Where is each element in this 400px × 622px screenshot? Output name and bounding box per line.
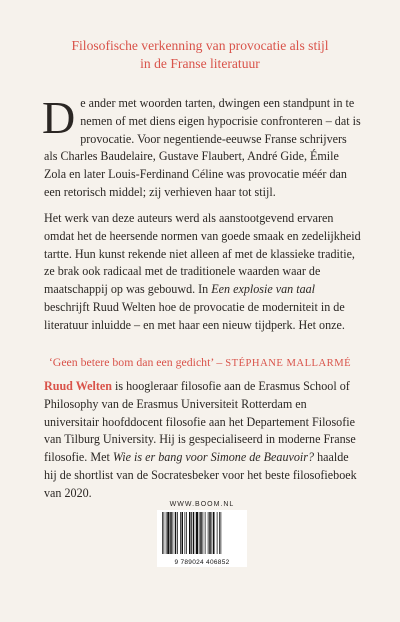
publisher-url: WWW.BOOM.NL [169,501,235,508]
barcode-bars-icon [160,512,244,554]
author-bio [44,378,362,503]
bio-text-2: haalde hij de shortlist van de Socratesbeker voor het beste filosofieboek van 2020. [44,450,357,500]
bio-text-1: is hoogleraar filosofie aan de Erasmus School of Philosophy van de Erasmus Universiteit Rotterdam en universitair hoofddocent filosofie aan het Departement Filosofie van Tilburg University. Hij is gespecialiseerd in moderne Franse filosofie. Met [44,379,356,465]
quote-author: STÉPHANE MALLARMÉ [225,358,352,369]
para2-text-2: beschrijft Ruud Welten hoe de provocatie de moderniteit in de literatuur inluidde – en met haar een nieuw tijdperk. Het onze. [44,299,345,332]
second-paragraph [44,210,362,335]
para2-text-1: Het werk van deze auteurs werd als aanstootgevend ervaren omdat het de heersende normen van goede smaak en zedelijkheid tartte. Hun kunst rekende niet alleen af met de klassieke traditie, ze brak ook radicaal met de traditionele waarden waar de maatschappij op was gebouwd. In [44,211,361,297]
headline [40,37,360,73]
intro-paragraph [42,92,362,202]
book-title: Een explosie van taal [211,282,316,297]
headline-line-1: Filosofische verkenning van provocatie als stijl [71,38,329,53]
author-name: Ruud Welten [44,379,112,393]
intro-text: e ander met woorden tarten, dwingen een standpunt in te nemen of met diens eigen hypocrisie confronteren – dat is provocatie. Voor negentiende-eeuwse Franse schrijvers als Charles Baudelaire, Gustave Flaubert, André Gide, Émile Zola en later Louis-Ferdinand Céline was provocatie méér dan een retorisch middel; zij verhieven haar tot stijl. [44,96,361,199]
barcode-block [157,501,247,567]
quote-text: ‘Geen betere bom dan een gedicht’ – [48,355,226,369]
barcode [157,510,247,567]
epigraph-quote [0,355,400,370]
isbn-number: 9 789024 406852 [174,559,230,566]
drop-cap: D [42,92,76,143]
headline-line-2: in de Franse literatuur [140,56,260,71]
other-book-title: Wie is er bang voor Simone de Beauvoir? [112,450,315,465]
